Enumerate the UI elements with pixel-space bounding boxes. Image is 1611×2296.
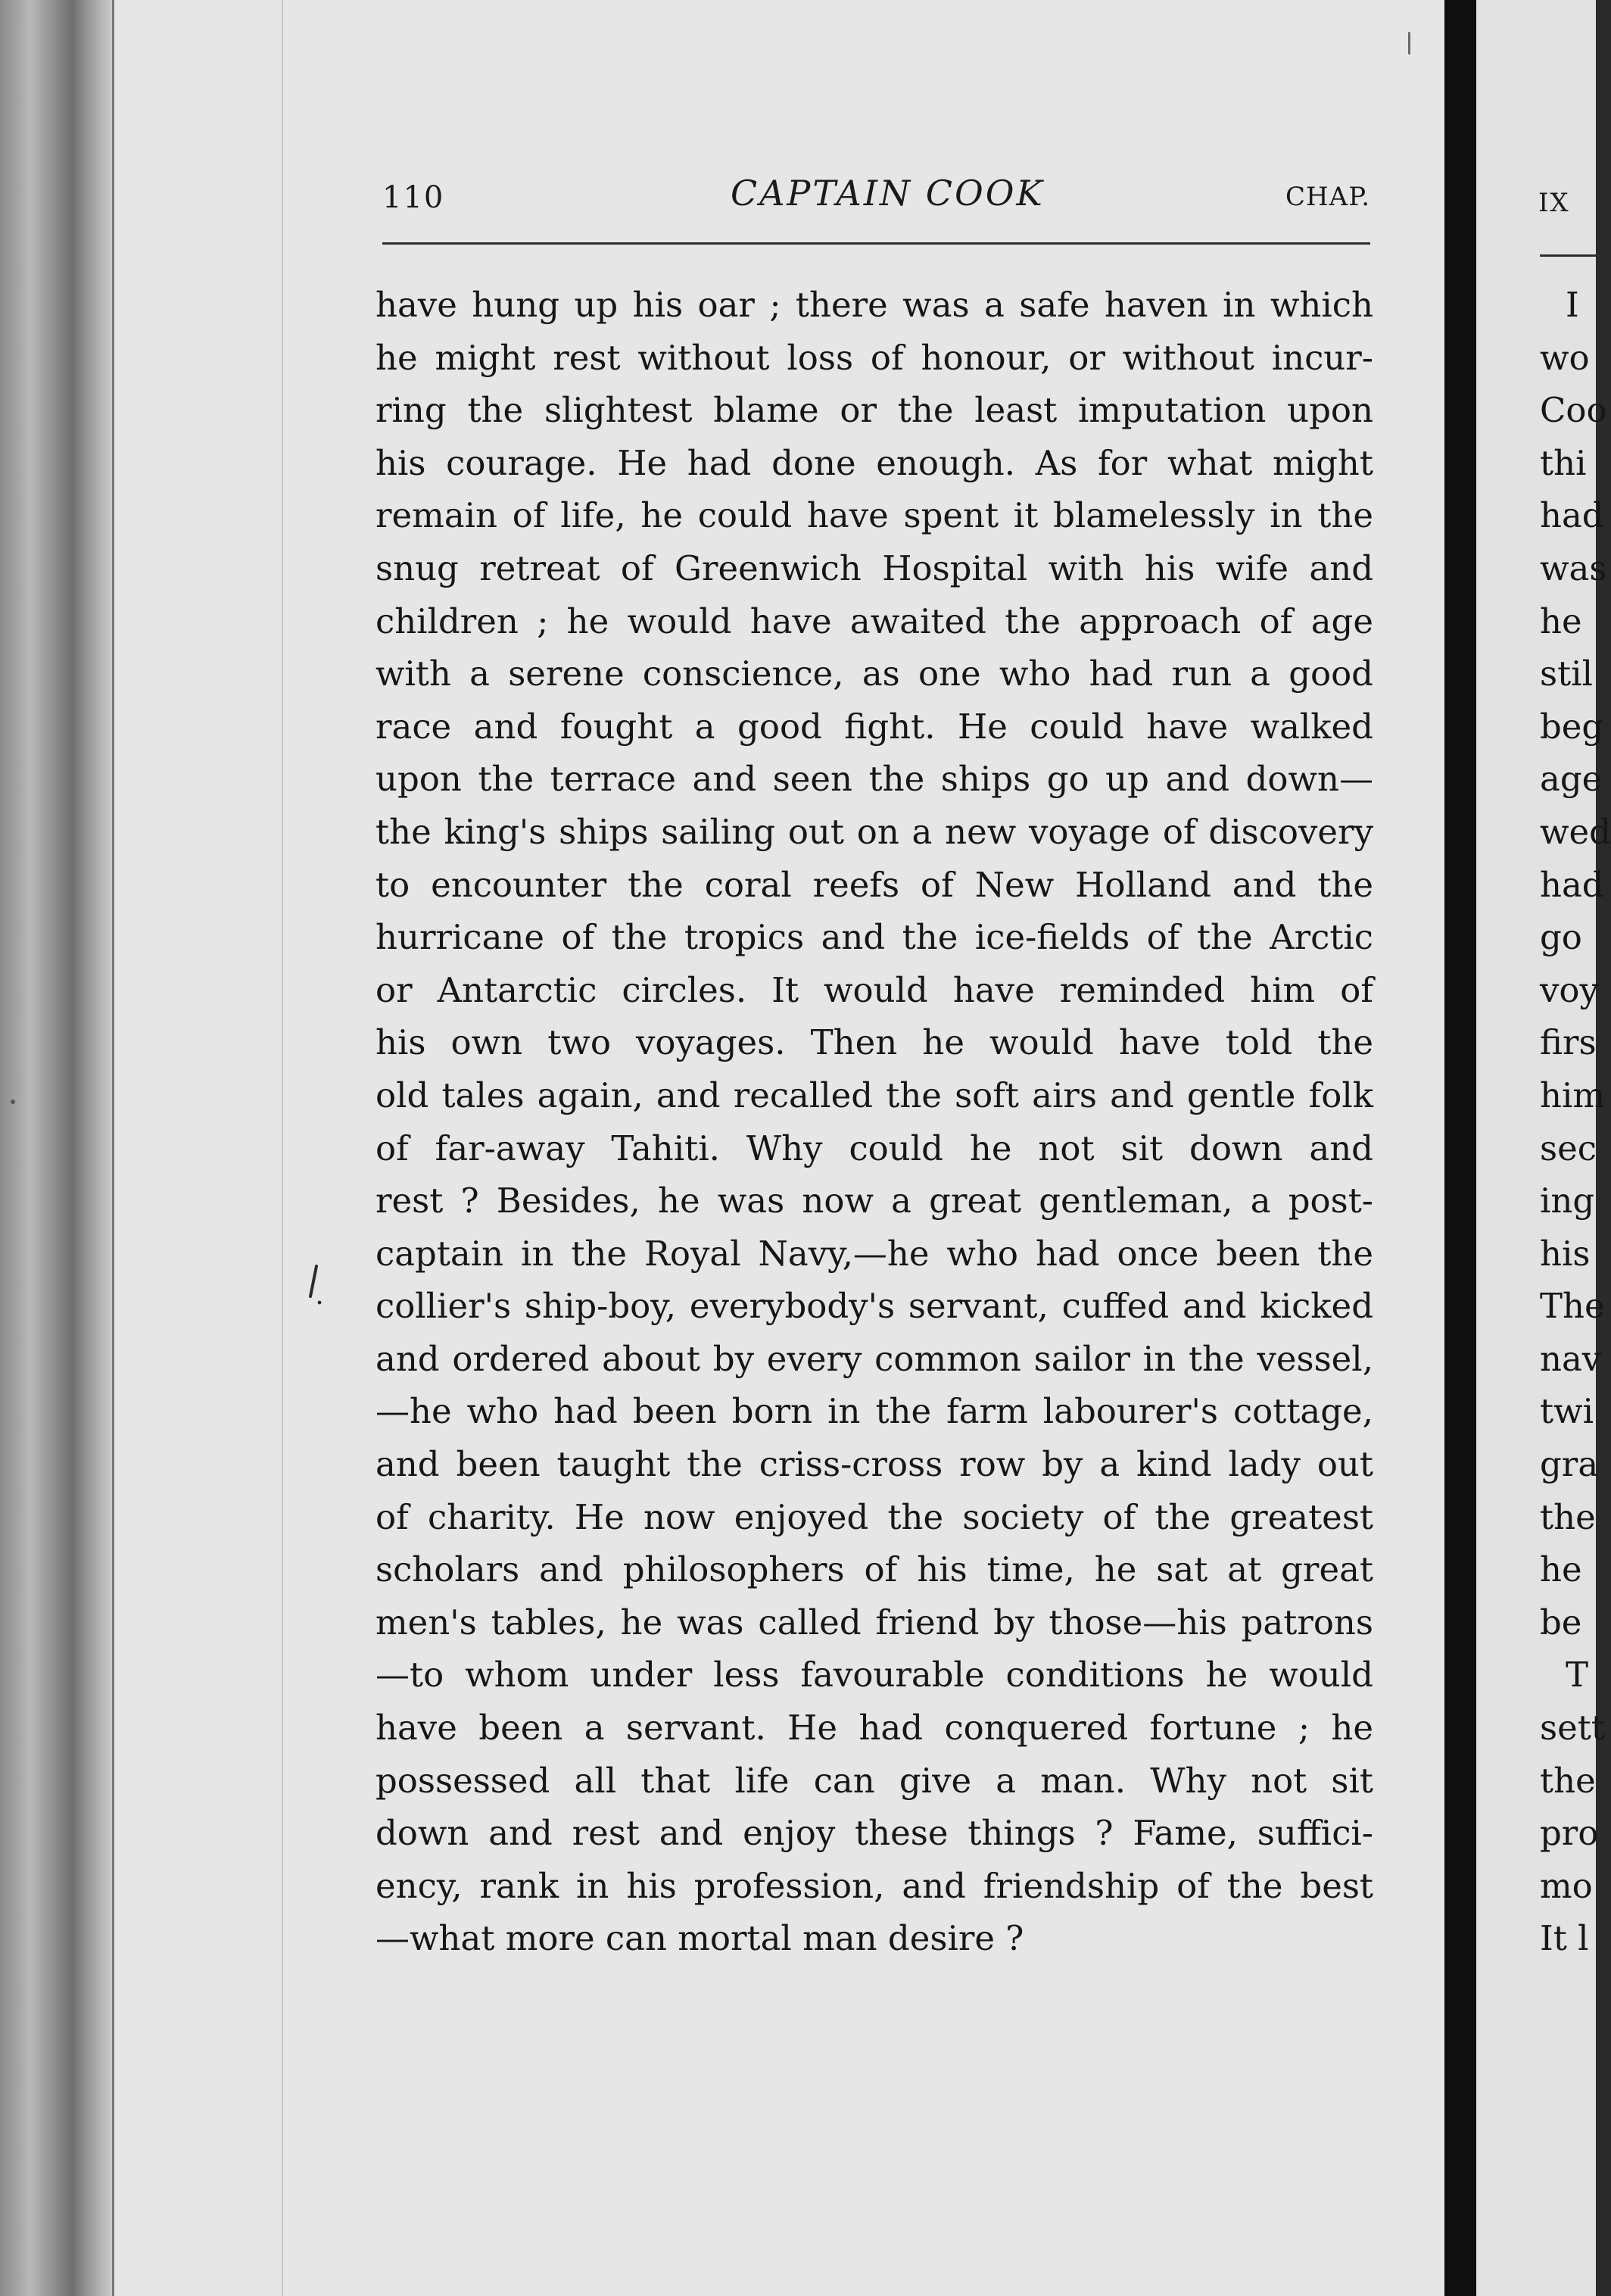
- text-line: of charity. He now enjoyed the society of the greatest: [375, 1496, 1373, 1537]
- running-head-title: CAPTAIN COOK: [731, 173, 1045, 214]
- text-line: or Antarctic circles. It would have reminded him of: [375, 969, 1373, 1010]
- right-page-line-fragment: he: [1540, 601, 1582, 641]
- right-page-line-fragment: mo: [1540, 1865, 1593, 1906]
- text-line: and ordered about by every common sailor in the vessel,: [375, 1338, 1373, 1379]
- right-page-line-fragment: gra: [1540, 1444, 1599, 1485]
- text-line: children ; he would have awaited the approach of age: [375, 601, 1373, 641]
- right-page-line-fragment: he: [1540, 1549, 1582, 1590]
- right-page-line-fragment: be: [1540, 1602, 1582, 1642]
- right-page-line-fragment: had: [1540, 495, 1604, 536]
- right-page-line-fragment: The: [1540, 1286, 1605, 1327]
- text-line: collier's ship-boy, everybody's servant, cuffed and kicked: [375, 1286, 1373, 1327]
- text-line: remain of life, he could have spent it blamelessly in the: [375, 495, 1373, 536]
- text-line: upon the terrace and seen the ships go up and down—: [375, 759, 1373, 800]
- right-page-line-fragment: wed: [1540, 811, 1611, 852]
- body-text: [375, 279, 1373, 1965]
- text-line: with a serene conscience, as one who had run a good: [375, 654, 1373, 694]
- header-rule: [382, 242, 1370, 245]
- page-edge-line: [282, 0, 283, 2296]
- right-page-line-fragment: go: [1540, 917, 1582, 958]
- running-head: [382, 173, 1370, 226]
- text-line: to encounter the coral reefs of New Holland and the: [375, 864, 1373, 905]
- text-line: ency, rank in his profession, and friendship of the best: [375, 1865, 1373, 1906]
- text-line: his own two voyages. Then he would have told the: [375, 1022, 1373, 1063]
- page-number: 110: [382, 180, 445, 215]
- text-line: have been a servant. He had conquered fortune ; he: [375, 1708, 1373, 1749]
- text-line: rest ? Besides, he was now a great gentleman, a post-: [375, 1181, 1373, 1221]
- right-page-line-fragment: the: [1540, 1496, 1596, 1537]
- right-page-line-fragment: him: [1540, 1075, 1606, 1115]
- text-line: men's tables, he was called friend by those—his patrons: [375, 1602, 1373, 1642]
- right-page-line-fragment: pro: [1540, 1813, 1599, 1854]
- right-page: [1476, 0, 1611, 2296]
- right-page-line-fragment: wo: [1540, 337, 1590, 378]
- right-page-line-fragment: sec: [1540, 1128, 1597, 1168]
- right-page-line-fragment: was: [1540, 547, 1607, 588]
- text-line: down and rest and enjoy these things ? Fame, suffici-: [375, 1813, 1373, 1854]
- text-line: have hung up his oar ; there was a safe haven in which: [375, 285, 1373, 325]
- text-line: he might rest without loss of honour, or without incur-: [375, 337, 1373, 378]
- scan-speck: [11, 1100, 15, 1104]
- text-line: of far-away Tahiti. Why could he not sit down and: [375, 1128, 1373, 1168]
- text-line: —he who had been born in the farm labourer's cottage,: [375, 1391, 1373, 1432]
- chapter-label: CHAP.: [1285, 182, 1370, 212]
- text-line: his courage. He had done enough. As for what might: [375, 442, 1373, 483]
- right-page-line-fragment: ing: [1540, 1181, 1595, 1221]
- right-page-line-fragment: Coo: [1540, 390, 1607, 431]
- text-line: old tales again, and recalled the soft airs and gentle folk: [375, 1075, 1373, 1115]
- text-line: race and fought a good fight. He could have walked: [375, 706, 1373, 747]
- text-line: hurricane of the tropics and the ice-fields of the Arctic: [375, 917, 1373, 958]
- scan-speck: [1408, 32, 1410, 55]
- text-line: the king's ships sailing out on a new voyage of discovery: [375, 811, 1373, 852]
- pencil-margin-mark: [303, 1263, 333, 1316]
- right-page-line-fragment: stil: [1540, 654, 1593, 694]
- right-page-line-fragment: It l: [1540, 1918, 1589, 1959]
- right-page-line-fragment: T: [1566, 1655, 1589, 1695]
- text-line: captain in the Royal Navy,—he who had once been the: [375, 1233, 1373, 1274]
- right-page-line-fragment: voy: [1540, 969, 1599, 1010]
- right-page-line-fragment: had: [1540, 864, 1604, 905]
- right-page-line-fragment: thi: [1540, 442, 1587, 483]
- right-page-line-fragment: the: [1540, 1760, 1596, 1801]
- text-line: —what more can mortal man desire ?: [375, 1918, 1024, 1959]
- right-page-line-fragment: twi: [1540, 1391, 1594, 1432]
- right-page-line-fragment: beg: [1540, 706, 1604, 747]
- page-divider: [1444, 0, 1476, 2296]
- right-page-line-fragment: firs: [1540, 1022, 1597, 1063]
- right-page-line-fragment: age: [1540, 759, 1603, 800]
- text-line: possessed all that life can give a man. Why not sit: [375, 1760, 1373, 1801]
- book-binding: [0, 0, 114, 2296]
- text-line: —to whom under less favourable conditions he would: [375, 1655, 1373, 1695]
- right-page-line-fragment: his: [1540, 1233, 1591, 1274]
- right-page-text: [1540, 279, 1611, 1965]
- text-line: and been taught the criss-cross row by a kind lady out: [375, 1444, 1373, 1485]
- right-page-running-head: IX: [1538, 188, 1570, 218]
- right-page-line-fragment: sett: [1540, 1708, 1605, 1749]
- right-page-line-fragment: nav: [1540, 1338, 1602, 1379]
- right-page-line-fragment: I: [1566, 285, 1579, 325]
- text-line: ring the slightest blame or the least imputation upon: [375, 390, 1373, 431]
- text-line: scholars and philosophers of his time, he sat at great: [375, 1549, 1373, 1590]
- right-header-rule: [1540, 254, 1600, 257]
- text-line: snug retreat of Greenwich Hospital with his wife and: [375, 547, 1373, 588]
